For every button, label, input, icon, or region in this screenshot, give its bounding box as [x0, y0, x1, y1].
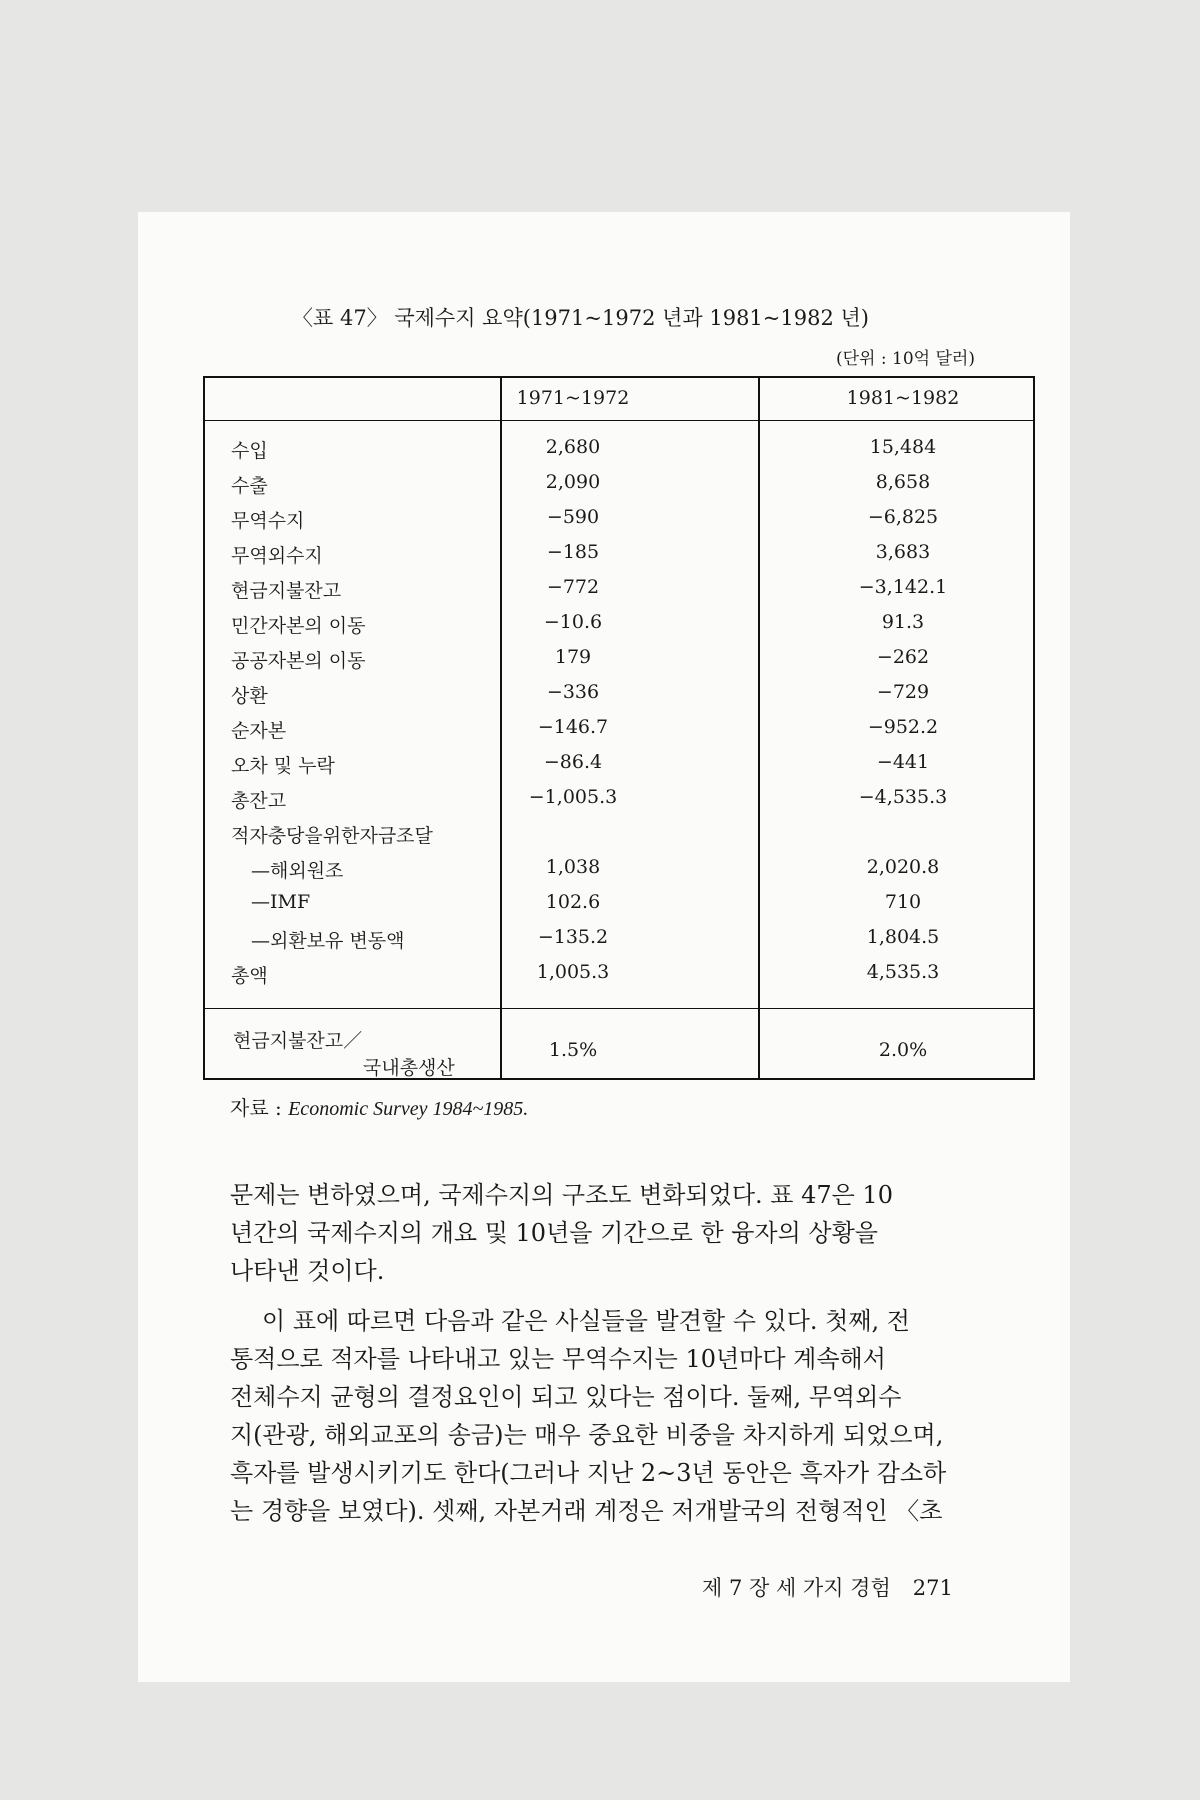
row-value-1981: 91.3	[881, 611, 925, 633]
table-ratio-rule	[203, 1008, 1035, 1009]
row-value-1971: −336	[546, 681, 600, 703]
table-top-rule	[203, 376, 1035, 378]
row-value-1971: −146.7	[537, 716, 609, 738]
ratio-label-line2: 국내총생산	[363, 1057, 455, 1079]
row-value-1981: −441	[876, 751, 930, 773]
row-label: —해외원조	[251, 860, 344, 882]
body-line: 통적으로 적자를 나타내고 있는 무역수지는 10년마다 계속해서	[230, 1345, 886, 1373]
row-value-1981: 4,535.3	[866, 961, 940, 983]
row-value-1981: 15,484	[869, 436, 937, 458]
row-value-1981: 3,683	[875, 541, 931, 563]
row-label: 순자본	[231, 720, 287, 742]
table-bottom-rule	[203, 1078, 1035, 1080]
column-header-1981-1982: 1981~1982	[846, 387, 960, 409]
row-value-1971: −86.4	[543, 751, 603, 773]
table-caption: 〈표 47〉 국제수지 요약(1971~1972 년과 1981~1982 년)	[292, 306, 869, 330]
row-label: 수입	[231, 440, 268, 462]
row-value-1971: 2,680	[545, 436, 601, 458]
column-header-1971-1972: 1971~1972	[516, 387, 630, 409]
table-right-border	[1033, 376, 1035, 1080]
table-left-border	[203, 376, 205, 1080]
body-line: 년간의 국제수지의 개요 및 10년을 기간으로 한 융자의 상황을	[230, 1219, 878, 1247]
row-value-1981: −6,825	[867, 506, 939, 528]
row-value-1981: 710	[884, 891, 922, 913]
ratio-value-1981: 2.0%	[878, 1039, 928, 1061]
table-header-rule	[203, 420, 1035, 421]
row-label: 총잔고	[231, 790, 287, 812]
body-line: 나타낸 것이다.	[230, 1257, 385, 1285]
row-label: 적자충당을위한자금조달	[231, 825, 433, 847]
body-line: 는 경향을 보였다). 셋째, 자본거래 계정은 저개발국의 전형적인 〈초	[230, 1497, 943, 1525]
row-value-1971: 2,090	[545, 471, 601, 493]
row-value-1971: −590	[546, 506, 600, 528]
page-footer	[702, 1572, 953, 1602]
row-value-1981: 8,658	[875, 471, 931, 493]
body-line: 지(관광, 해외교포의 송금)는 매우 중요한 비중을 차지하게 되었으며,	[230, 1421, 944, 1449]
source-prefix: 자료 :	[230, 1096, 289, 1120]
row-value-1981: −262	[876, 646, 930, 668]
row-label: 현금지불잔고	[231, 580, 342, 602]
ratio-label-line1: 현금지불잔고／	[233, 1030, 363, 1052]
body-line: 전체수지 균형의 결정요인이 되고 있다는 점이다. 둘째, 무역외수	[230, 1383, 902, 1411]
body-line: 문제는 변하였으며, 국제수지의 구조도 변화되었다. 표 47은 10	[230, 1181, 893, 1209]
row-label: 오차 및 누락	[231, 755, 335, 777]
table-col-divider-2	[758, 376, 760, 1080]
row-value-1971: 179	[554, 646, 592, 668]
table-unit-note: (단위 : 10억 달러)	[836, 349, 975, 369]
row-label: 민간자본의 이동	[231, 615, 366, 637]
row-value-1981: 2,020.8	[866, 856, 940, 878]
page-number: 271	[912, 1576, 953, 1600]
row-value-1971: −772	[546, 576, 600, 598]
row-value-1971: 1,038	[545, 856, 601, 878]
row-value-1971: −185	[546, 541, 600, 563]
row-value-1971: −135.2	[537, 926, 609, 948]
row-value-1971: −10.6	[543, 611, 603, 633]
row-value-1971: −1,005.3	[528, 786, 618, 808]
row-value-1981: −4,535.3	[858, 786, 948, 808]
table-source-note	[230, 1092, 528, 1121]
row-label: 총액	[231, 965, 268, 987]
row-label: —외환보유 변동액	[251, 930, 405, 952]
body-line: 이 표에 따르면 다음과 같은 사실들을 발견할 수 있다. 첫째, 전	[262, 1307, 910, 1335]
row-value-1981: −952.2	[867, 716, 939, 738]
body-line: 흑자를 발생시키기도 한다(그러나 지난 2~3년 동안은 흑자가 감소하	[230, 1459, 947, 1487]
row-label: 공공자본의 이동	[231, 650, 366, 672]
balance-of-payments-table	[203, 376, 1035, 1080]
row-value-1971: 1,005.3	[536, 961, 610, 983]
row-value-1981: −729	[876, 681, 930, 703]
ratio-value-1971: 1.5%	[548, 1039, 598, 1061]
row-value-1981: −3,142.1	[858, 576, 948, 598]
row-label: 상환	[231, 685, 268, 707]
chapter-title: 제 7 장 세 가지 경험	[702, 1576, 891, 1600]
row-label: 수출	[231, 475, 268, 497]
row-label: 무역수지	[231, 510, 305, 532]
row-label: —IMF	[251, 891, 311, 913]
source-title: Economic Survey 1984~1985.	[288, 1098, 529, 1120]
row-label: 무역외수지	[231, 545, 323, 567]
row-value-1981: 1,804.5	[866, 926, 940, 948]
row-value-1971: 102.6	[545, 891, 601, 913]
